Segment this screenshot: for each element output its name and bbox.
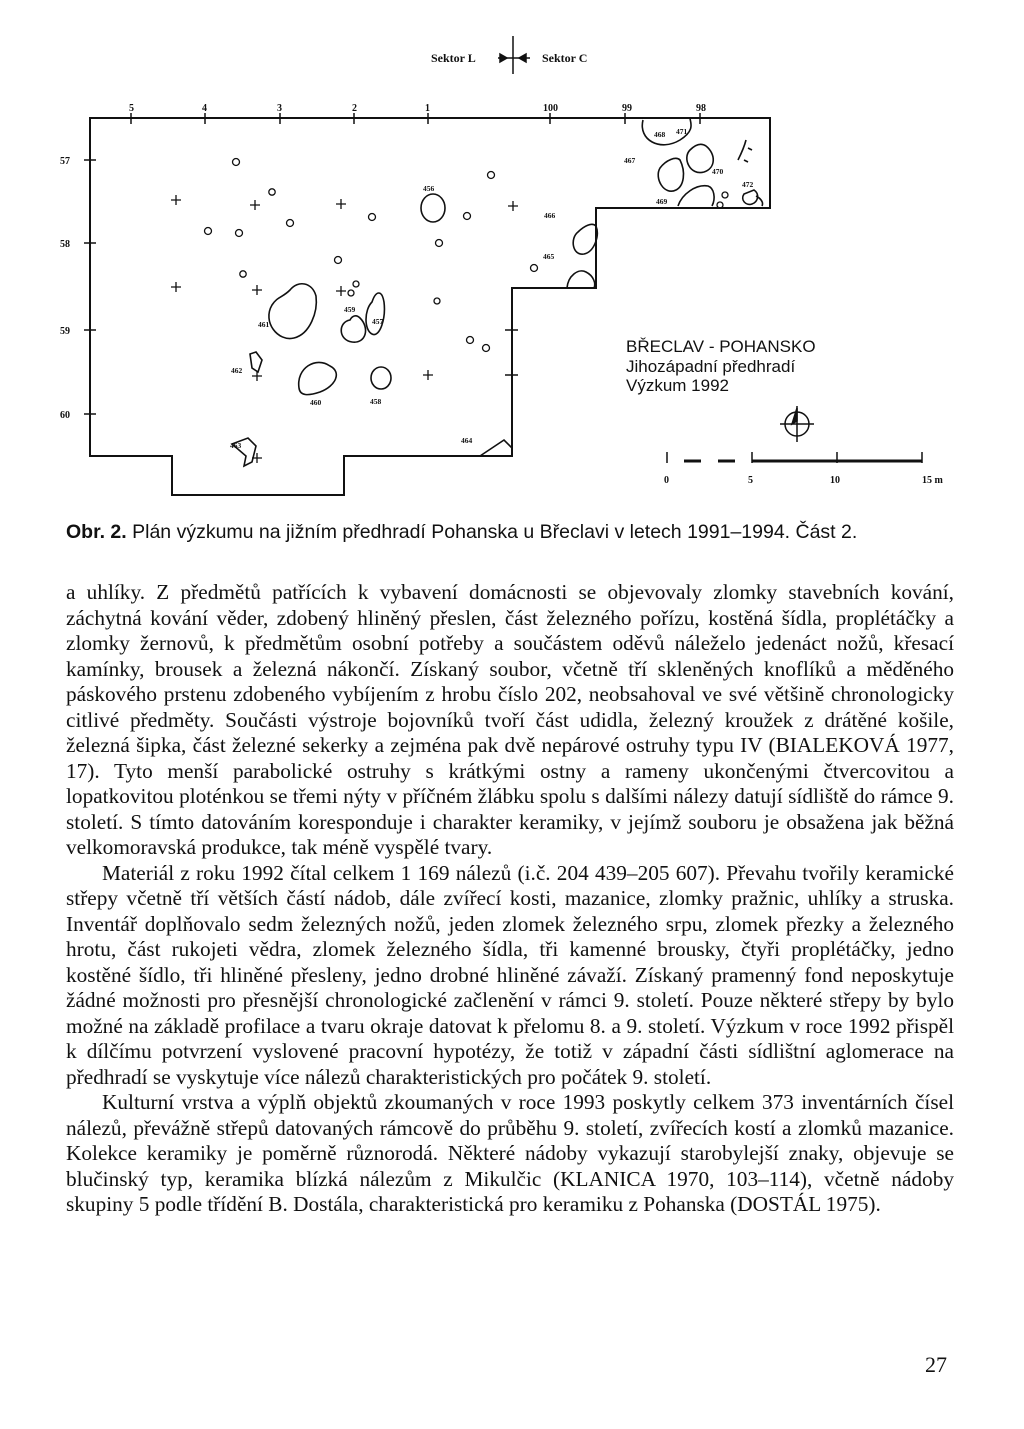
feature-label: 462 [231, 366, 243, 375]
scale-label: 15 m [922, 475, 943, 486]
feature-label: 464 [461, 436, 473, 445]
feature-label: 469 [656, 197, 668, 206]
feature-label: 471 [676, 127, 688, 136]
col-label: 2 [352, 103, 357, 114]
excavation-boundary [90, 118, 770, 495]
col-label: 4 [202, 103, 207, 114]
feature-label: 460 [310, 398, 322, 407]
paragraph: Materiál z roku 1992 čítal celkem 1 169 nálezů (i.č. 204 439–205 607). Převahu tvořily keramické střepy včetně tří větších částí nádob, dále zvířecí kosti, mazanice, zlomky pražnic, uhlíky a struska. Inventář doplňovalo sedm železných nožů, jeden zlomek železného srpu, zlomek přezky a železného hrotu, část rukojeti vědra, zlomek železného šídla, tři kamenné brousky, čtyři proplétáčky, jedno kostěné šídlo, tři hliněné přesleny, jedno drobné hliněné závaží. Získaný pramenný fond neposkytuje žádné možnosti pro přesnější chronologické začlenění v rámci 9. století. Pouze některé střepy by bylo možné na základě profilace a tvaru okraje datovat k přelomu 8. a 9. století. Výzkum v roce 1992 přispěl k dílčímu potvrzení vyslovené pracovní hypotézy, že totiž v západní části sídlištní aglomerace na předhradí se vyskytuje více nálezů charakteristických pro počátek 9. století. [66, 860, 954, 1089]
grid-crosses [171, 195, 518, 463]
feature-label: 458 [370, 397, 382, 406]
paragraph: a uhlíky. Z předmětů patřících k vybavení domácnosti se objevovaly zlomky stavebních kování, záchytná kování věder, zdobený hliněný přeslen, část železného pořízu, kostěná šídla, proplétáčky a zlomky žernovů, k předmětům osobní potřeby a součástem oděvů náleželo jedenáct nožů, křesací kamínky, brousek a železná nákončí. Získaný soubor, včetně tří skleněných knoflíků a měděného páskového prstenu zdobeného vybíjením z hrobu číslo 202, neobsahoval ve své většině chronologicky citlivé předměty. Součásti výstroje bojovníků tvoří část udidla, železný kroužek z drátěné košile, železná šipka, část železné sekerky a zejména pak dvě nepárové ostruhy typu IV (BIALEKOVÁ 1977, 17). Tyto menší parabolické ostruhy s krátkými ostny a rameny ukončenými čtvercovitou a lopatkovitou ploténkou se třemi nýty v příčném žlábku spolu s dalšími nálezy datují sídliště do rámce 9. století. S tímto datováním koresponduje i charakter keramiky, v jejímž souboru je obsažena jak běžná velkomoravská produkce, tak méně vyspělé tvary. [66, 580, 954, 859]
feature-labels [230, 127, 754, 450]
feature-label: 459 [344, 305, 356, 314]
site-subtitle: Jihozápadní předhradí [626, 357, 796, 376]
site-title: BŘECLAV - POHANSKO [626, 337, 816, 356]
feature-label: 470 [712, 167, 724, 176]
feature-label: 456 [423, 184, 435, 193]
col-label: 98 [696, 103, 706, 114]
feature-label: 467 [624, 156, 636, 165]
post-holes [205, 159, 729, 352]
sector-divider-icon [498, 36, 530, 74]
page-number: 27 [925, 1352, 947, 1377]
col-label: 3 [277, 103, 282, 114]
scale-label: 0 [664, 475, 669, 486]
row-labels [60, 156, 70, 421]
scale-label: 10 [830, 475, 840, 486]
row-label: 60 [60, 410, 70, 421]
scale-label: 5 [748, 475, 753, 486]
col-label: 1 [425, 103, 430, 114]
column-labels [129, 103, 706, 114]
feature-label: 472 [742, 180, 754, 189]
scale-bar [667, 452, 922, 463]
site-year: Výzkum 1992 [626, 376, 729, 395]
paragraph: Kulturní vrstva a výplň objektů zkoumaných v roce 1993 poskytly celkem 373 inventárních čísel nálezů, převážně střepů datovaných rámcově do průběhu 9. století, zvířecích kostí a zlomků mazanice. Kolekce keramiky je poměrně různorodá. Některé nádoby vykazují starobylejší znaky, objevuje se blučinský typ, keramika blízká nálezům z Mikulčic (KLANICA 1970, 103–114), včetně nádoby skupiny 5 podle třídění B. Dostála, charakteristická pro keramiku z Pohanska (DOSTÁL 1975). [66, 1090, 954, 1216]
figure-caption [66, 521, 857, 544]
feature-label: 461 [258, 320, 270, 329]
grid-ticks [84, 113, 700, 414]
col-label: 100 [543, 103, 558, 114]
excavation-plan [0, 0, 1024, 510]
north-arrow-icon [780, 406, 814, 442]
body-text [66, 580, 954, 1218]
pit-features [232, 118, 763, 466]
caption-prefix: Obr. 2. [66, 521, 127, 543]
sector-right-label: Sektor C [542, 51, 588, 65]
sector-left-label: Sektor L [431, 51, 476, 65]
col-label: 5 [129, 103, 134, 114]
feature-label: 465 [543, 252, 555, 261]
col-label: 99 [622, 103, 632, 114]
feature-label: 468 [654, 130, 666, 139]
feature-label: 457 [372, 317, 384, 326]
feature-label: 463 [230, 441, 242, 450]
caption-text: Plán výzkumu na jižním předhradí Pohanska u Břeclavi v letech 1991–1994. Část 2. [132, 521, 858, 543]
scale-labels [664, 475, 944, 486]
feature-label: 466 [544, 211, 556, 220]
row-label: 57 [60, 156, 70, 167]
row-label: 59 [60, 326, 70, 337]
row-label: 58 [60, 239, 70, 250]
